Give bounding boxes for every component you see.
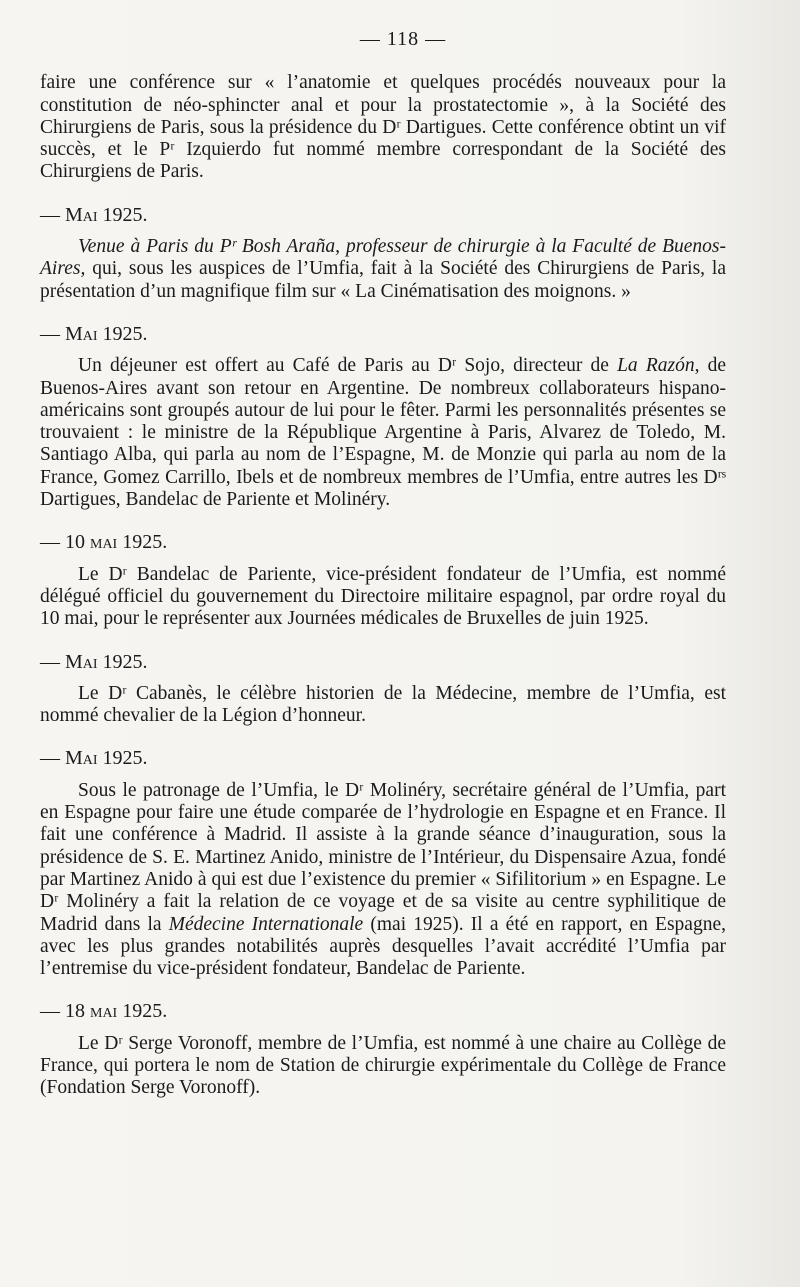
entry-text (40, 780, 726, 981)
entry-text: Le Dʳ Bandelac de Pariente, vice-président fondateur de l’Umfia, est nommé délégué officiel du gouvernement du Directoire militaire espagnol, par ordre royal du 10 mai, pour le représenter aux Journées médicales de Bruxelles de juin 1925. (40, 563, 726, 630)
entry-date: — Mai 1925. (40, 747, 148, 770)
entry-4 (40, 651, 726, 728)
entry-text-a: Sous le patronage de l’Umfia, le Dʳ Molinéry, secrétaire général de l’Umfia, part en Espagne pour faire une étude comparée de l’hydrologie en Espagne et en France. Il fait une conférence à Madrid. Il assiste à la grande séance d’inauguration, sous la présidence de S. E. Martinez Anido, ministre de l’Intérieur, du Dispensaire Azua, fondé par Martinez Anido à qui est due l’existence du premier « Sifilitorium » en Espagne. Le Dʳ Molinéry a fait la relation de ce voyage et de sa visite au centre syphilitique de Madrid dans la (40, 779, 726, 935)
entry-text-a: Un déjeuner est offert au Café de Paris au Dʳ Sojo, directeur de (78, 355, 618, 377)
entry-text: Le Dʳ Serge Voronoff, membre de l’Umfia, est nommé à une chaire au Collège de France, qui portera le nom de Station de chirurgie expérimentale du Collège de France (Fondation Serge Voronoff). (40, 1032, 726, 1099)
page-number: — 118 — (359, 28, 447, 50)
entry-5 (40, 747, 726, 980)
intro-paragraph: faire une conférence sur « l’anatomie et quelques procédés nouveaux pour la constitution de néo-sphincter anal et pour la prostatectomie », à la Société des Chirurgiens de Paris, sous la présidence du Dʳ Dartigues. Cette conférence obtint un vif succès, et le Pʳ Izquierdo fut nommé membre correspondant de la Société des Chirurgiens de Paris. (40, 72, 726, 183)
entry-italic: Venue à Paris du Pʳ Bosh Araña, professeur de chirurgie à la Faculté de Buenos-Aires, (40, 236, 726, 280)
entry-text: Le Dʳ Cabanès, le célèbre historien de la Médecine, membre de l’Umfia, est nommé chevalier de la Légion d’honneur. (40, 682, 726, 727)
entry-italic: Médecine Internationale (168, 913, 364, 935)
entry-2 (40, 323, 726, 511)
entry-3 (40, 531, 726, 630)
entry-italic: La Razón (617, 355, 695, 377)
entry-date: — Mai 1925. (40, 203, 148, 226)
entry-date: — 18 mai 1925. (40, 1000, 168, 1023)
entry-text-b: , de Buenos-Aires avant son retour en Argentine. De nombreux collaborateurs hispano-américains sont groupés autour de lui pour le fêter. Parmi les personnalités présentes se trouvaient : le ministre de la République Argentine à Paris, Alvarez de Toledo, M. Santiago Alba, qui parla au nom de l’Espagne, M. de Monzie qui parla au nom de la France, Gomez Carrillo, Ibels et de nombreux membres de l’Umfia, entre autres les Dʳˢ Dartigues, Bandelac de Pariente et Molinéry. (40, 355, 726, 511)
entry-6 (40, 1000, 726, 1099)
entry-date: — Mai 1925. (40, 650, 148, 673)
entry-text-b: (mai 1925). Il a été en rapport, en Espagne, avec les plus grandes notabilités auprès desquelles l’avait accrédité l’Umfia par l’entremise du vice-président fondateur, Bandelac de Pariente. (40, 913, 726, 980)
page-content (40, 28, 726, 1100)
entry-text-rest: qui, sous les auspices de l’Umfia, fait à la Société des Chirurgiens de Paris, la présentation d’un magnifique film sur « La Cinématisation des moignons. » (40, 258, 726, 302)
entry-text (40, 236, 726, 303)
entry-1 (40, 204, 726, 303)
entry-text (40, 355, 726, 511)
entry-date: — 10 mai 1925. (40, 531, 168, 554)
entry-date: — Mai 1925. (40, 322, 148, 345)
